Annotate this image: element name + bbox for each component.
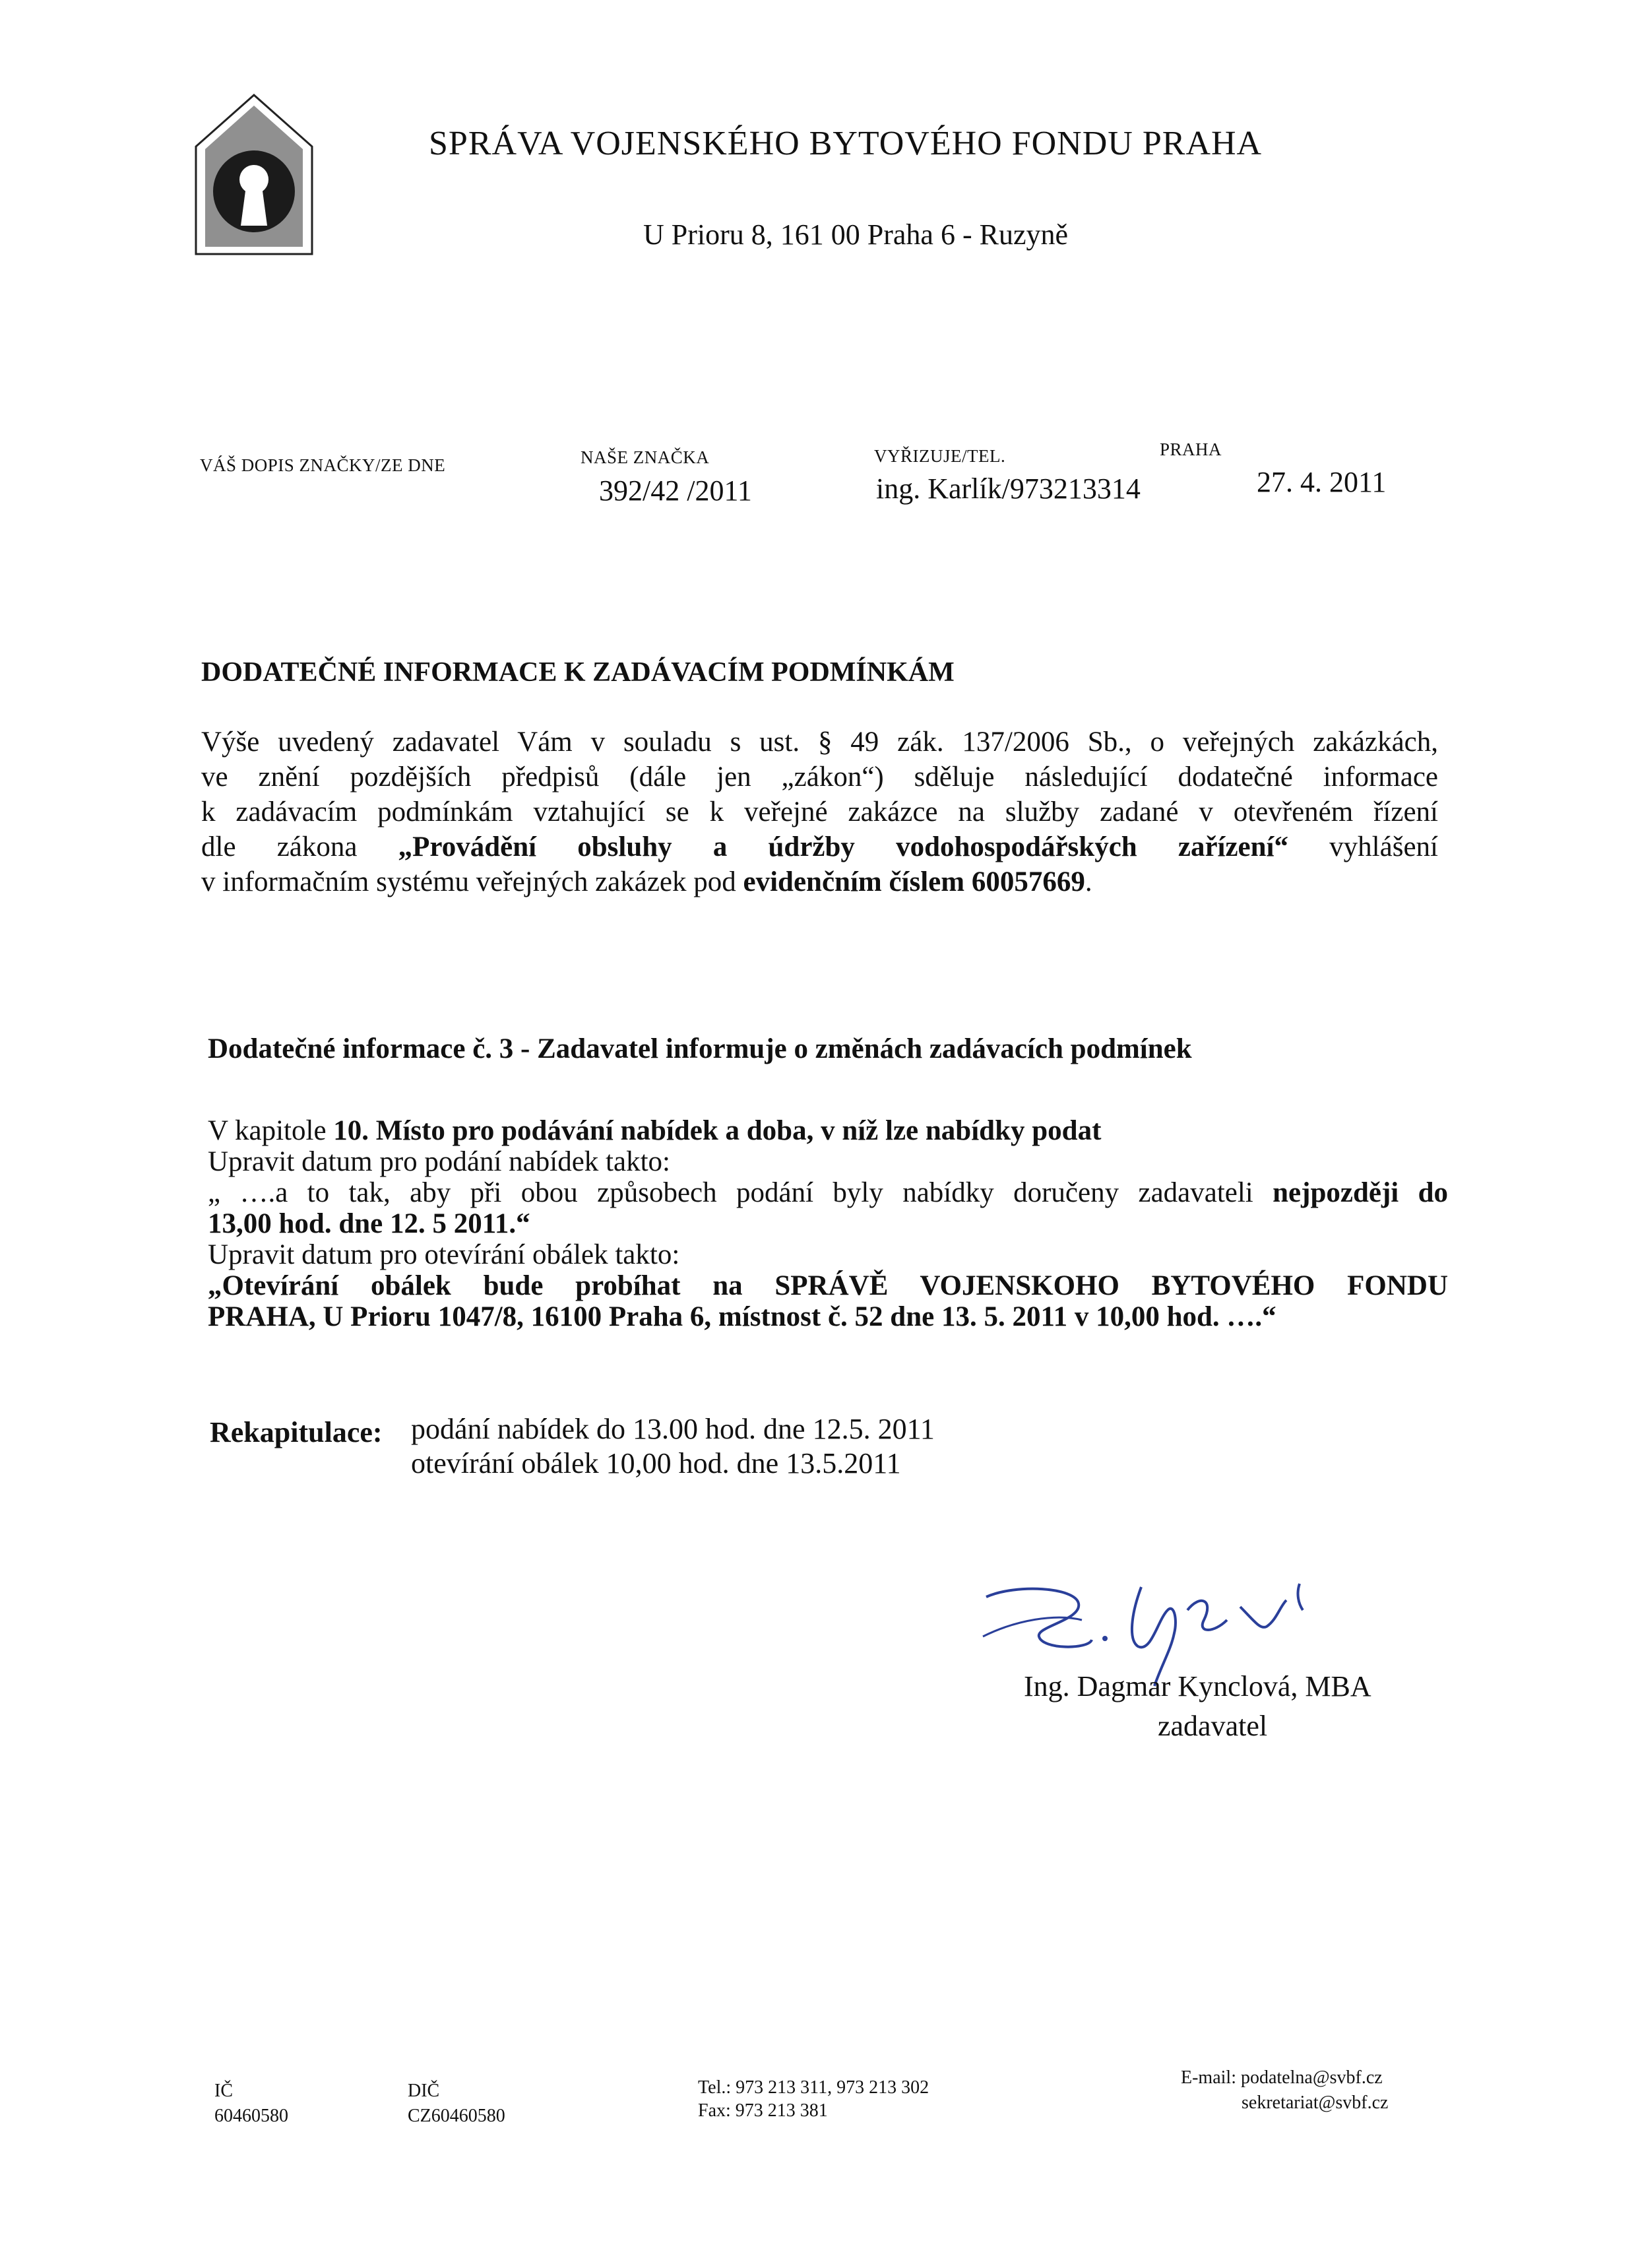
deadline-line: 13,00 hod. dne 12. 5 2011.“ — [208, 1208, 530, 1239]
contract-name: „Provádění obsluhy a údržby vodohospodářských zařízení“ — [398, 831, 1289, 862]
signer-role: zadavatel — [1158, 1710, 1268, 1742]
handled-by-label: VYŘIZUJE/TEL. — [874, 446, 1006, 466]
footer-phone: Tel.: 973 213 311, 973 213 302 — [698, 2077, 929, 2098]
intro-line: dle zákona „Provádění obsluhy a údržby vodohospodářských zařízení“ vyhlášení — [201, 831, 1438, 862]
organization-name: SPRÁVA VOJENSKÉHO BYTOVÉHO FONDU PRAHA — [429, 125, 1263, 162]
intro-paragraph — [201, 725, 1438, 899]
our-reference-label: NAŠE ZNAČKA — [581, 447, 710, 467]
footer-email-secondary: sekretariat@svbf.cz — [1242, 2092, 1389, 2113]
handled-by-value: ing. Karlík/973213314 — [876, 472, 1141, 505]
opening-line: „Otevírání obálek bude probíhat na SPRÁVĚ VOJENSKOHO BYTOVÉHO FONDU — [208, 1270, 1448, 1301]
footer-ic-label: IČ — [214, 2081, 233, 2101]
organization-address: U Prioru 8, 161 00 Praha 6 - Ruzyně — [643, 218, 1069, 251]
footer-fax: Fax: 973 213 381 — [698, 2100, 828, 2121]
registration-number: evidenčním číslem 60057669 — [743, 866, 1085, 897]
intro-line: ve znění pozdějších předpisů (dále jen „zákon“) sděluje následující dodatečné informace — [201, 761, 1438, 793]
footer-ic-value: 60460580 — [214, 2106, 288, 2126]
footer-dic-value: CZ60460580 — [408, 2106, 505, 2126]
letter-date: 27. 4. 2011 — [1257, 466, 1387, 498]
organization-logo — [195, 94, 313, 255]
opening-line: PRAHA, U Prioru 1047/8, 16100 Praha 6, místnost č. 52 dne 13. 5. 2011 v 10,00 hod. ….“ — [208, 1301, 1276, 1332]
body-line: „ ….a to tak, aby při obou způsobech podání byly nabídky doručeny zadavateli nejpozději do — [208, 1177, 1448, 1208]
intro-line: Výše uvedený zadavatel Vám v souladu s ust. § 49 zák. 137/2006 Sb., o veřejných zakázkách, — [201, 727, 1438, 758]
recap-label: Rekapitulace: — [210, 1416, 383, 1448]
body-line: Upravit datum pro podání nabídek takto: — [208, 1146, 670, 1177]
signer-name: Ing. Dagmar Kynclová, MBA — [1024, 1670, 1371, 1702]
our-reference-value: 392/42 /2011 — [599, 474, 752, 507]
chapter-line: V kapitole 10. Místo pro podávání nabídek a doba, v níž lze nabídky podat — [208, 1115, 1102, 1146]
your-reference-label: VÁŠ DOPIS ZNAČKY/ZE DNE — [200, 455, 446, 475]
recap-line: otevírání obálek 10,00 hod. dne 13.5.2011 — [411, 1447, 901, 1479]
recap-line: podání nabídek do 13.00 hod. dne 12.5. 2011 — [411, 1413, 935, 1445]
intro-line: k zadávacím podmínkám vztahující se k veřejné zakázce na služby zadané v otevřeném řízení — [201, 796, 1438, 827]
document-heading: DODATEČNÉ INFORMACE K ZADÁVACÍM PODMÍNKÁM — [201, 657, 955, 688]
changes-body — [208, 1115, 1448, 1332]
additional-info-subheading: Dodatečné informace č. 3 - Zadavatel informuje o změnách zadávacích podmínek — [208, 1033, 1192, 1064]
footer-dic-label: DIČ — [408, 2081, 440, 2101]
intro-line: v informačním systému veřejných zakázek pod evidenčním číslem 60057669. — [201, 866, 1092, 897]
body-line: Upravit datum pro otevírání obálek takto: — [208, 1239, 680, 1270]
city-label: PRAHA — [1160, 439, 1222, 459]
footer-email-primary: E-mail: podatelna@svbf.cz — [1181, 2067, 1383, 2088]
